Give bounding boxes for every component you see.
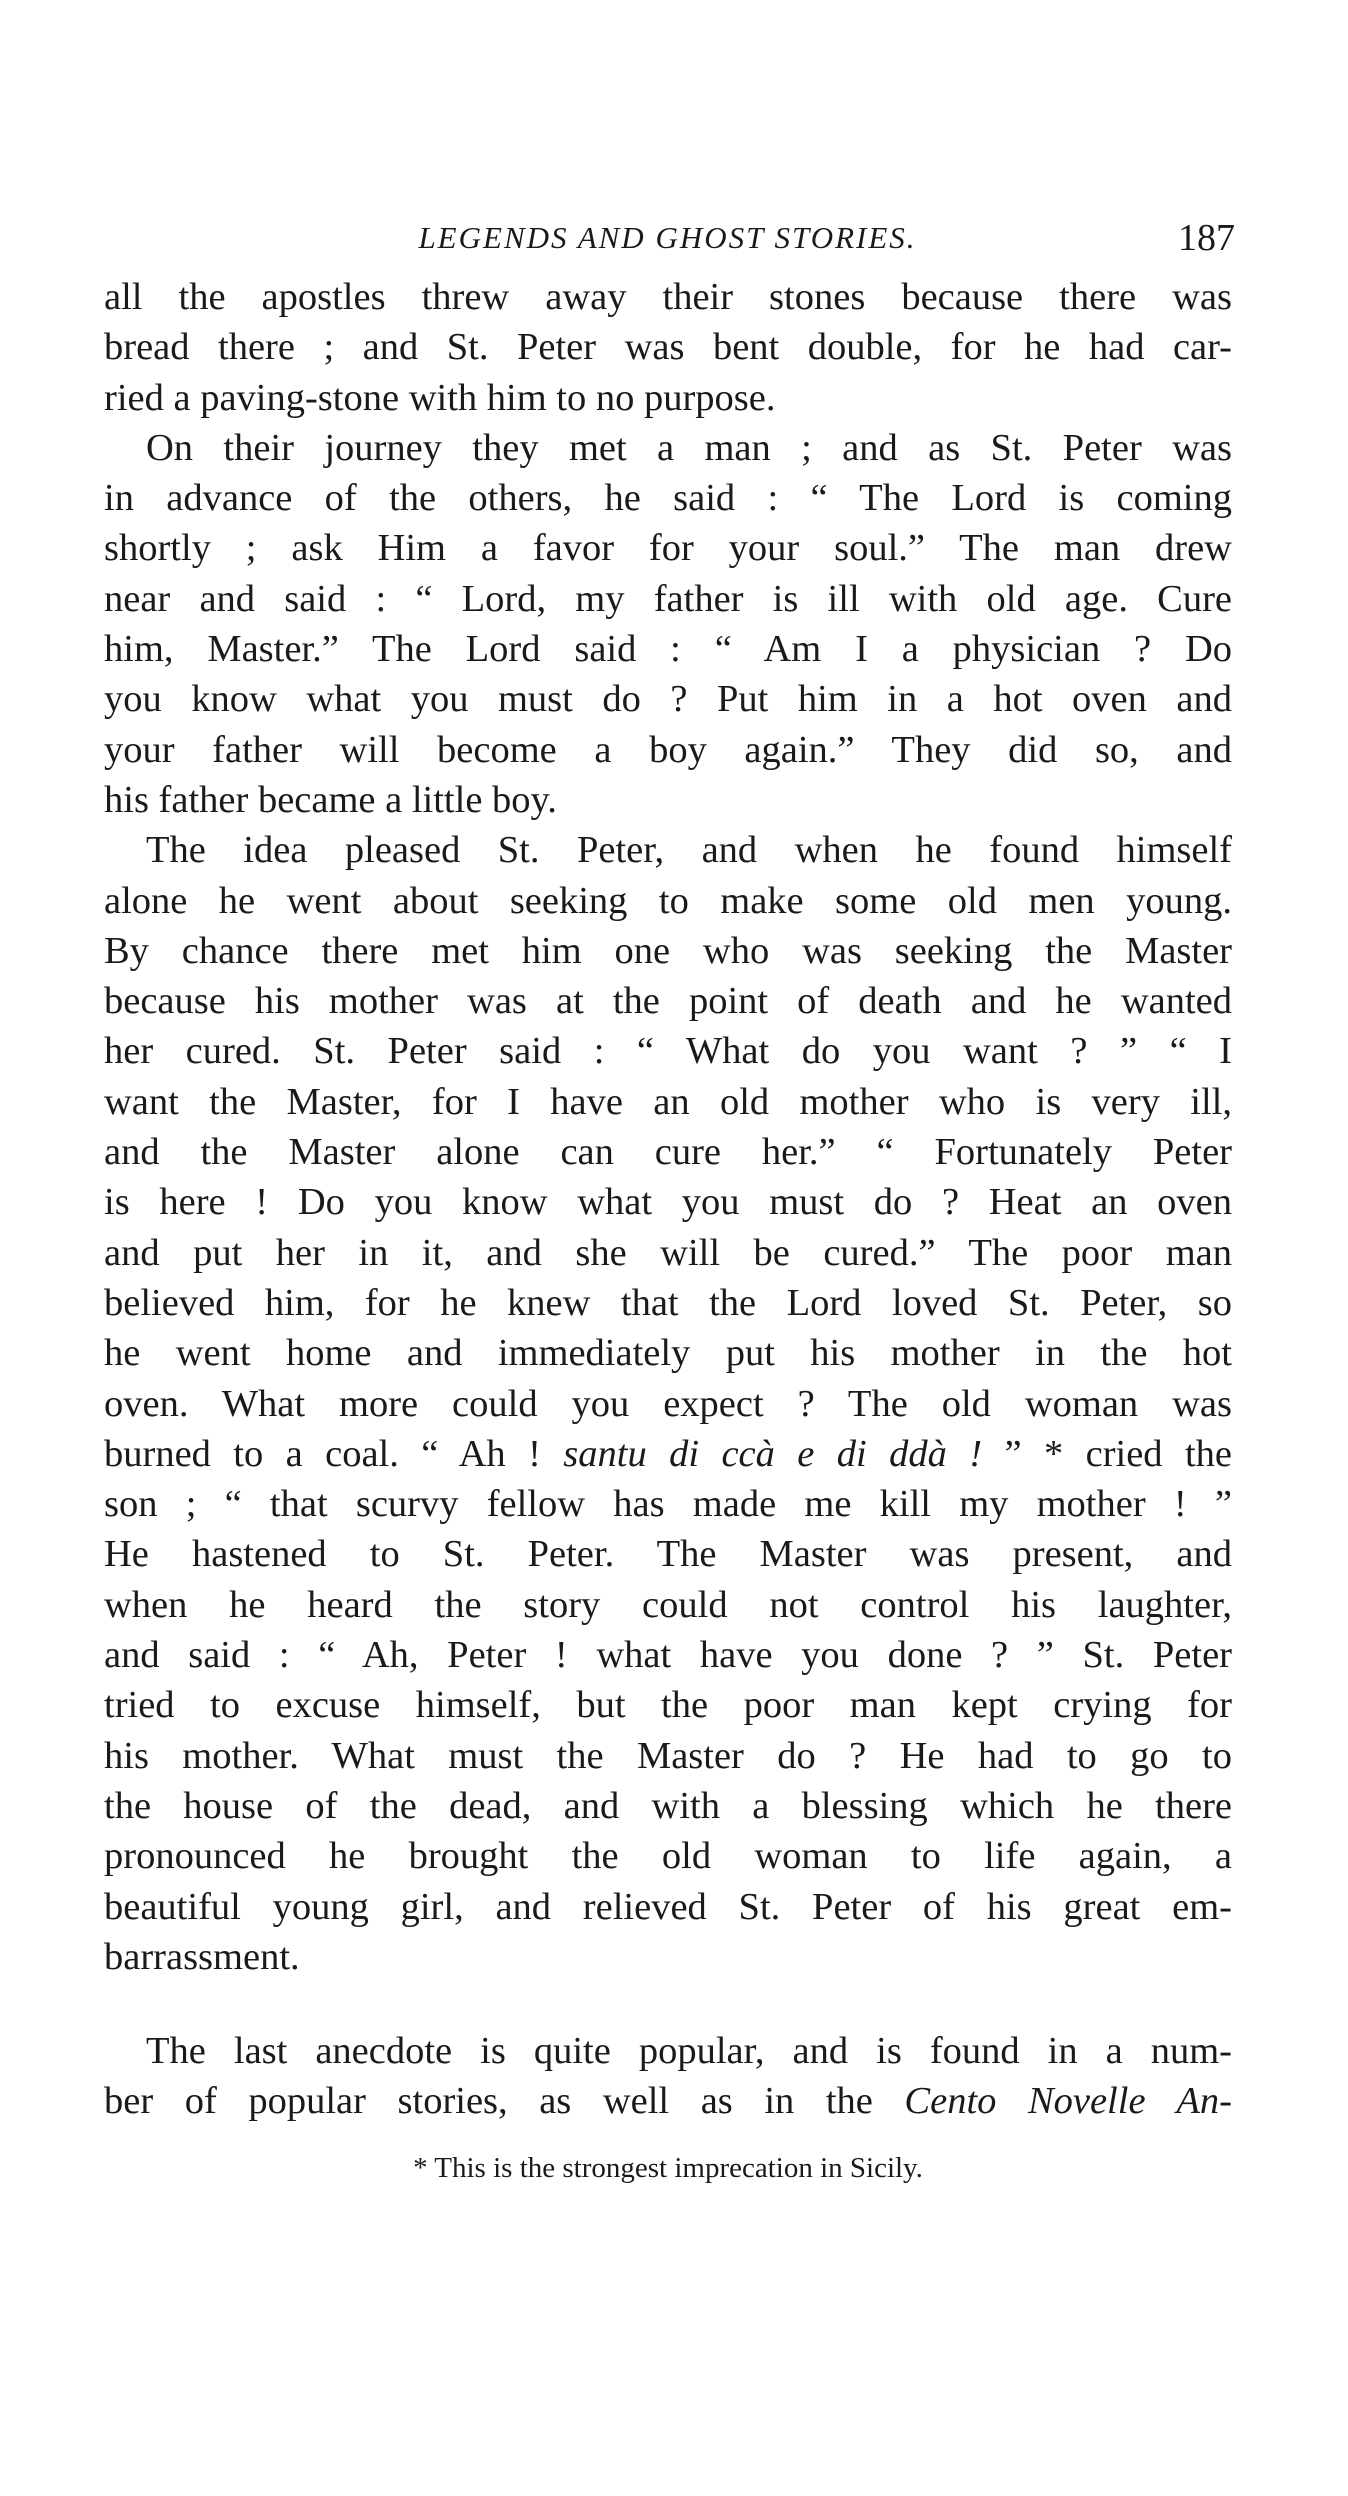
- page-header: [100, 208, 1235, 268]
- text-line: alone he went about seeking to make some old men young.: [104, 879, 1232, 922]
- text-line: The last anecdote is quite popular, and is found in a num-: [146, 2030, 1232, 2073]
- text-line: The idea pleased St. Peter, and when he found himself: [146, 829, 1232, 872]
- text-line: his mother. What must the Master do ? He had to go to: [104, 1734, 1232, 1777]
- text-line: oven. What more could you expect ? The old woman was: [104, 1382, 1232, 1425]
- text-line: his father became a little boy.: [104, 778, 557, 821]
- text-line: and said : “ Ah, Peter ! what have you done ? ” St. Peter: [104, 1634, 1232, 1677]
- text-line: because his mother was at the point of death and he wanted: [104, 980, 1232, 1023]
- text-line: all the apostles threw away their stones because there was: [104, 276, 1232, 318]
- text-line: shortly ; ask Him a favor for your soul.” The man drew: [104, 527, 1232, 570]
- text-line: barrassment.: [104, 1935, 300, 1978]
- text-line: bread there ; and St. Peter was bent double, for he had car-: [104, 326, 1232, 369]
- text-line: want the Master, for I have an old mother who is very ill,: [104, 1080, 1232, 1123]
- running-title: LEGENDS AND GHOST STORIES.: [418, 220, 917, 255]
- text-line: the house of the dead, and with a blessing which he there: [104, 1784, 1232, 1827]
- footnote: * This is the strongest imprecation in Sicily.: [413, 2152, 923, 2184]
- text-run: ” * cried the: [982, 1432, 1232, 1475]
- text-line: pronounced he brought the old woman to life again, a: [104, 1835, 1232, 1878]
- text-line: tried to excuse himself, but the poor man kept crying for: [104, 1684, 1232, 1727]
- text-line: On their journey they met a man ; and as St. Peter was: [146, 426, 1232, 469]
- text-line: believed him, for he knew that the Lord loved St. Peter, so: [104, 1281, 1232, 1324]
- text-line: when he heard the story could not control his laughter,: [104, 1583, 1232, 1626]
- text-line: you know what you must do ? Put him in a hot oven and: [104, 678, 1232, 721]
- text-line: is here ! Do you know what you must do ? Heat an oven: [104, 1181, 1232, 1224]
- text-line: He hastened to St. Peter. The Master was present, and: [104, 1533, 1232, 1576]
- text-run: ber of popular stories, as well as in the: [104, 2080, 905, 2123]
- text-line-with-italic: [104, 2076, 1232, 2126]
- text-line: him, Master.” The Lord said : “ Am I a physician ? Do: [104, 628, 1232, 671]
- text-line: your father will become a boy again.” They did so, and: [104, 728, 1232, 771]
- text-line: ried a paving-stone with him to no purpose.: [104, 376, 776, 419]
- sicilian-imprecation: santu di ccà e di ddà !: [563, 1432, 983, 1475]
- text-line: son ; “ that scurvy fellow has made me kill my mother ! ”: [104, 1483, 1232, 1526]
- text-line: in advance of the others, he said : “ The Lord is coming: [104, 477, 1232, 520]
- text-line: beautiful young girl, and relieved St. Peter of his great em-: [104, 1885, 1232, 1928]
- page-number: 187: [1178, 217, 1235, 259]
- text-line: and the Master alone can cure her.” “ Fortunately Peter: [104, 1131, 1232, 1174]
- text-line: near and said : “ Lord, my father is ill with old age. Cure: [104, 577, 1232, 620]
- text-line: By chance there met him one who was seeking the Master: [104, 929, 1232, 972]
- text-run: burned to a coal. “ Ah !: [104, 1432, 564, 1475]
- text-line: and put her in it, and she will be cured.” The poor man: [104, 1231, 1232, 1274]
- text-line-with-italic: [104, 1429, 1232, 1479]
- body-text: [104, 272, 1232, 2127]
- book-title: Cento Novelle An-: [904, 2080, 1232, 2123]
- text-line: he went home and immediately put his mother in the hot: [104, 1332, 1232, 1375]
- text-line: her cured. St. Peter said : “ What do you want ? ” “ I: [104, 1030, 1232, 1073]
